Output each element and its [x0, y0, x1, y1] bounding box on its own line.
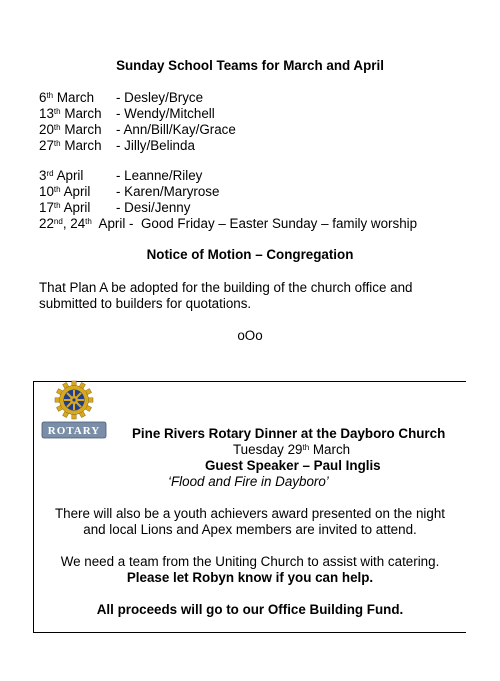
speaker-topic: ‘Flood and Fire in Dayboro’ — [168, 474, 329, 489]
list-item: 13th March - Wendy/Mitchell — [39, 106, 215, 121]
list-item: 6th March - Desley/Bryce — [39, 90, 204, 105]
march-list — [39, 90, 236, 154]
list-item: 17th April - Desi/Jenny — [39, 200, 191, 215]
motion-title: Notice of Motion – Congregation — [146, 247, 354, 262]
catering-help: Please let Robyn know if you can help. — [126, 570, 374, 585]
catering-line: We need a team from the Uniting Church to assist with catering. — [60, 554, 440, 569]
rotary-date: Tuesday 29th March — [233, 442, 351, 457]
list-item: 3rd April - Leanne/Riley — [39, 168, 203, 183]
separator: oOo — [237, 328, 263, 343]
award-line: There will also be a youth achievers award presented on the night — [54, 506, 446, 521]
proceeds-note: All proceeds will go to our Office Building Fund. — [96, 602, 404, 617]
guest-speaker: Guest Speaker – Paul Inglis — [205, 458, 381, 473]
motion-line: That Plan A be adopted for the building of the church office and — [39, 280, 413, 295]
list-item: 10th April - Karen/Maryrose — [39, 184, 220, 199]
motion-line: submitted to builders for quotations. — [39, 296, 252, 311]
list-item: 27th March - Jilly/Belinda — [39, 138, 195, 153]
april-list — [39, 168, 417, 232]
rotary-title: Pine Rivers Rotary Dinner at the Dayboro Church — [132, 426, 446, 441]
award-line: and local Lions and Apex members are invited to attend. — [83, 522, 417, 537]
rotary-logo-text: ROTARY — [47, 425, 101, 437]
rotary-wheel-icon — [41, 380, 107, 440]
teams-title: Sunday School Teams for March and April — [116, 58, 384, 73]
rotary-logo — [41, 380, 107, 440]
motion-text — [39, 280, 412, 312]
list-item-easter: 22nd, 24th April - Good Friday – Easter Sunday – family worship — [39, 216, 418, 231]
list-item: 20th March - Ann/Bill/Kay/Grace — [39, 122, 236, 137]
